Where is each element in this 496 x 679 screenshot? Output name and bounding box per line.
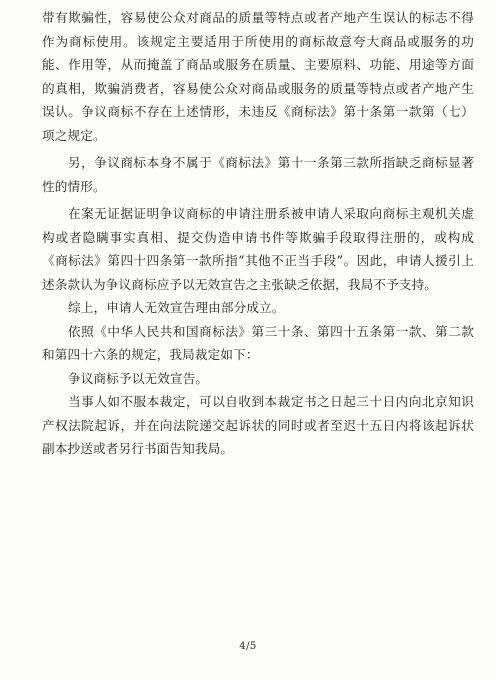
paragraph-improper-means: 在案无证据证明争议商标的申请注册系被申请人采取向商标主观机关虚构或者隐瞒事实真相、提交伪造申请书件等欺骗手段取得注册的，或构成《商标法》第四十四条第一款所指“其他不正当手段”。因此，申请人援引上述条款认为争议商标应予以无效宣告之主张缺乏依据，我局不予支持。	[42, 206, 474, 292]
paragraph-appeal-notice: 当事人如不服本裁定，可以自收到本裁定书之日起三十日内向北京知识产权法院起诉，并在向法院递交起诉状的同时或者至迟十五日内将该起诉状副本抄送或者另行书面告知我局。	[42, 394, 474, 456]
page-number: 4/5	[239, 641, 257, 652]
document-body	[42, 6, 474, 461]
paragraph-summary: 综上，申请人无效宣告理由部分成立。	[68, 300, 285, 315]
paragraph-legal-basis: 依照《中华人民共和国商标法》第三十条、第四十五条第一款、第二款和第四十六条的规定，我局裁定如下：	[42, 323, 474, 362]
paragraph-continuation: 带有欺骗性，容易使公众对商品的质量等特点或者产地产生误认的标志不得作为商标使用。该规定主要适用于所使用的商标故意夸大商品或服务的功能、作用等，从而掩盖了商品或服务在质量、主要原料、功能、用途等方面的真相，欺骗消费者，容易使公众对商品或服务的质量等特点或者产地产生误认。争议商标不存在上述情形，未违反《商标法》第十条第一款第（七）项之规定。	[42, 10, 474, 143]
paragraph-distinctiveness: 另，争议商标本身不属于《商标法》第十一条第三款所指缺乏商标显著性的情形。	[42, 155, 474, 194]
paragraph-ruling: 争议商标予以无效宣告。	[68, 370, 209, 386]
